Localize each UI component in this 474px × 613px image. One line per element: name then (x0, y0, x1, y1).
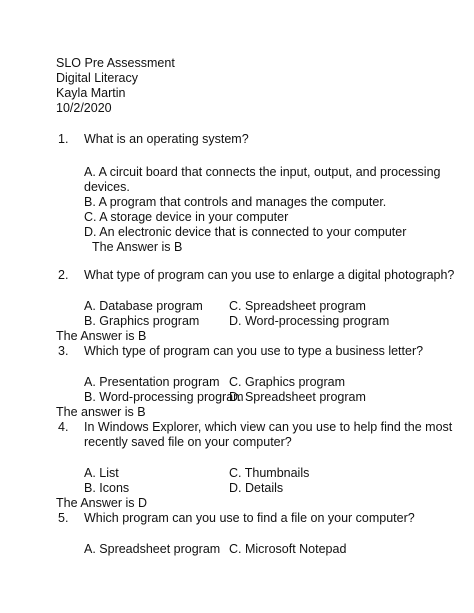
option-2c: C. Spreadsheet program (229, 299, 366, 313)
option-3b: B. Word-processing program (84, 390, 244, 404)
question-number: 5. (58, 511, 69, 525)
option-1a-continued: devices. (84, 180, 130, 194)
question-4 (58, 420, 452, 435)
option-3d: D. Spreadsheet program (229, 390, 366, 404)
option-1b: B. A program that controls and manages the computer. (84, 195, 387, 209)
option-4d: D. Details (229, 481, 284, 495)
option-1c: C. A storage device in your computer (84, 210, 289, 224)
question-number: 4. (58, 420, 69, 434)
question-text: Which program can you use to find a file on your computer? (84, 511, 415, 525)
question-number: 3. (58, 344, 69, 358)
option-2b: B. Graphics program (84, 314, 200, 328)
question-3 (58, 344, 423, 359)
assessment-title: SLO Pre Assessment (56, 56, 175, 70)
question-2 (58, 268, 454, 283)
answer-4: The Answer is D (56, 496, 148, 510)
option-4a: A. List (84, 466, 119, 480)
option-4b: B. Icons (84, 481, 130, 495)
question-4-continued: recently saved file on your computer? (84, 435, 292, 449)
question-5 (58, 511, 415, 526)
subject-line: Digital Literacy (56, 71, 138, 85)
assessment-date: 10/2/2020 (56, 101, 112, 115)
answer-3: The answer is B (56, 405, 146, 419)
question-text: Which type of program can you use to type a business letter? (84, 344, 424, 358)
option-5c: C. Microsoft Notepad (229, 542, 347, 556)
option-2d: D. Word-processing program (229, 314, 390, 328)
question-1 (58, 132, 249, 147)
option-2a: A. Database program (84, 299, 203, 313)
question-text: What is an operating system? (84, 132, 249, 146)
option-4c: C. Thumbnails (229, 466, 310, 480)
student-name: Kayla Martin (56, 86, 126, 100)
option-1d: D. An electronic device that is connected to your computer (84, 225, 407, 239)
question-text: What type of program can you use to enlarge a digital photograph? (84, 268, 455, 282)
option-3c: C. Graphics program (229, 375, 346, 389)
question-number: 2. (58, 268, 69, 282)
answer-2: The Answer is B (56, 329, 147, 343)
answer-1: The Answer is B (92, 240, 183, 254)
option-1a: A. A circuit board that connects the input, output, and processing (84, 165, 441, 179)
option-5a: A. Spreadsheet program (84, 542, 221, 556)
question-text: In Windows Explorer, which view can you use to help find the most (84, 420, 453, 434)
option-3a: A. Presentation program (84, 375, 220, 389)
question-number: 1. (58, 132, 69, 146)
document-header (56, 56, 175, 116)
